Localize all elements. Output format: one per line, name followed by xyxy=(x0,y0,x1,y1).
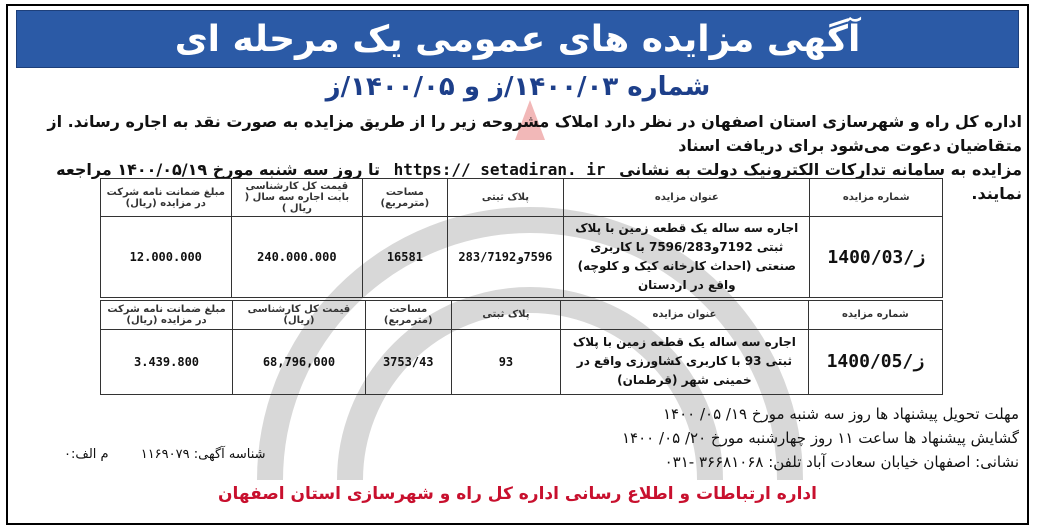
cell-title: اجاره سه ساله یک قطعه زمین با پلاک ثبتی 93 با کاربری کشاورزی واقع در خمینی شهر (قرطمان) xyxy=(561,329,809,394)
col-auction-number: شماره مزایده xyxy=(810,179,943,217)
deadline-text: مهلت تحویل پیشنهاد ها روز سه شنبه مورخ ۱۹/ ۰۵/ ۱۴۰۰ xyxy=(662,405,1019,423)
cell-area: 16581 xyxy=(363,217,447,298)
ad-codes xyxy=(36,447,266,462)
intro-line-2a: مزایده به سامانه تدارکات الکترونیک دولت به نشانی xyxy=(619,160,1022,179)
intro-line-2b: تا روز سه شنبه مورخ ۱۴۰۰/۰۵/۱۹ مراجعه نمایند. xyxy=(56,160,1022,203)
cell-guarantee: 3.439.800 xyxy=(101,329,233,394)
table-row xyxy=(101,217,943,298)
ad-title-banner xyxy=(16,10,1019,68)
col-title: عنوان مزایده xyxy=(564,179,810,217)
auction-table-2 xyxy=(100,300,943,395)
col-title: عنوان مزایده xyxy=(561,301,809,330)
col-plate: پلاک ثبتی xyxy=(447,179,564,217)
auction-table-1 xyxy=(100,178,943,298)
opening-text: گشایش پیشنهاد ها ساعت ۱۱ روز چهارشنبه مورخ ۲۰/ ۰۵/ ۱۴۰۰ xyxy=(622,429,1019,447)
cell-price: 68,796,000 xyxy=(233,329,366,394)
col-price: قیمت کل کارشناسی (ریال) xyxy=(233,301,366,330)
col-area: مساحت (مترمربع) xyxy=(365,301,451,330)
cell-auction-number: 1400/05/ز xyxy=(808,329,942,394)
setadiran-link[interactable]: https:// setadiran. ir xyxy=(393,160,606,179)
cell-title: اجاره سه ساله یک قطعه زمین با پلاک ثبتی 7192و7596/283 با کاربری صنعتی (احداث کارخانه کیک و کلوچه) واقع در اردستان xyxy=(564,217,810,298)
ad-title: آگهی مزایده های عمومی یک مرحله ای xyxy=(174,18,861,60)
cell-auction-number: 1400/03/ز xyxy=(810,217,943,298)
ad-id: شناسه آگهی: ۱۱۶۹۰۷۹ xyxy=(140,447,266,462)
cell-area: 3753/43 xyxy=(365,329,451,394)
col-area: مساحت (مترمربع) xyxy=(363,179,447,217)
intro-line-1: اداره کل راه و شهرسازی استان اصفهان در نظر دارد املاک مشروحه زیر را از طریق مزایده به صورت نقد به اجاره رساند. از متقاضیان دعوت می‌شود برای دریافت اسناد xyxy=(47,112,1022,155)
col-guarantee: مبلغ ضمانت نامه شرکت در مزایده (ریال) xyxy=(101,301,233,330)
col-plate: پلاک ثبتی xyxy=(451,301,561,330)
cell-guarantee: 12.000.000 xyxy=(101,217,232,298)
address-text: نشانی: اصفهان خیابان سعادت آباد تلفن: ۳۶۶۸۱۰۶۸ -۰۳۱ xyxy=(664,453,1019,471)
cell-price: 240.000.000 xyxy=(231,217,363,298)
table-row xyxy=(101,329,943,394)
m-alef-code: م الف:۰ xyxy=(64,447,109,462)
table-header-row xyxy=(101,301,943,330)
col-price: قیمت کل کارشناسی بابت اجاره سه سال ( ریال ) xyxy=(231,179,363,217)
auction-number: شماره ۱۴۰۰/۰۳/ز و ۱۴۰۰/۰۵/ز xyxy=(325,72,711,102)
cell-plate: 7596و283/7192 xyxy=(447,217,564,298)
table-header-row xyxy=(101,179,943,217)
footer-text: اداره ارتباطات و اطلاع رسانی اداره کل راه و شهرسازی استان اصفهان xyxy=(218,484,817,504)
col-guarantee: مبلغ ضمانت نامه شرکت در مزایده (ریال) xyxy=(101,179,232,217)
col-auction-number: شماره مزایده xyxy=(808,301,942,330)
cell-plate: 93 xyxy=(451,329,561,394)
